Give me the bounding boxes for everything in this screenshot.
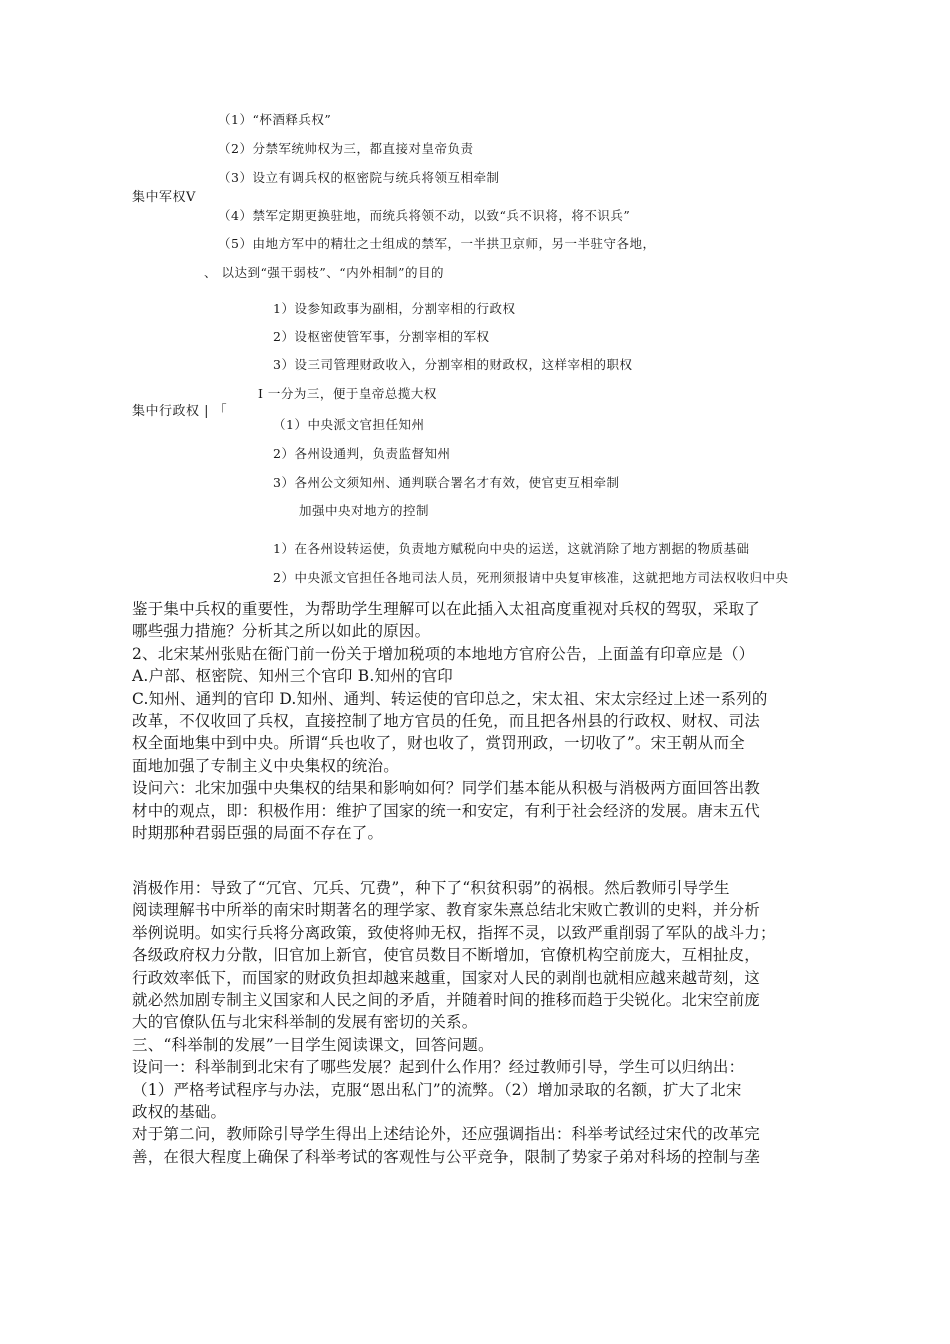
paragraph-line: 设问一：科举制到北宋有了哪些发展？起到什么作用？经过教师引导，学生可以归纳出： [132, 1058, 745, 1077]
admin-local-goal: 加强中央对地方的控制 [299, 503, 430, 518]
option-line: C.知州、通判的官印 D.知州、通判、转运使的官印总之，宋太祖、宋太宗经过上述一系列的 [132, 689, 768, 708]
body-section-b [132, 877, 832, 1168]
paragraph-line: 行政效率低下，而国家的财政负担却越来越重，国家对人民的剥削也就相应越来越苛刻，这 [132, 968, 761, 987]
paragraph-line: 改革，不仅收回了兵权，直接控制了地方官员的任免，而且把各州县的行政权、财权、司法 [132, 712, 761, 731]
finance-item-1: 1）在各州设转运使，负责地方赋税向中央的运送，这就消除了地方割据的物质基础 [273, 541, 750, 556]
option-line: A.户部、枢密院、知州三个官印 B.知州的官印 [132, 667, 453, 686]
paragraph-line: 阅读理解书中所举的南宋时期著名的理学家、教育家朱熹总结北宋败亡教训的史料，并分析 [132, 901, 761, 920]
paragraph-line: （1）严格考试程序与办法，克服“恩出私门”的流弊。（2）增加录取的名额，扩大了北宋 [132, 1080, 742, 1099]
admin-central-item-3: 3）设三司管理财政收入，分割宰相的财政权，这样宰相的职权 [273, 357, 633, 372]
paragraph-line: 政权的基础。 [132, 1103, 227, 1122]
paragraph-line: 举例说明。如实行兵将分离政策，致使将帅无权，指挥不灵，以致严重削弱了军队的战斗力； [132, 923, 776, 942]
military-item-1: （1）“杯酒释兵权” [218, 112, 332, 127]
military-item-3: （3）设立有调兵权的枢密院与统兵将领互相牵制 [218, 170, 500, 185]
military-item-2: （2）分禁军统帅权为三，都直接对皇帝负责 [218, 141, 474, 156]
admin-central-item-1: 1）设参知政事为副相，分割宰相的行政权 [273, 301, 516, 316]
military-item-5: （5）由地方军中的精壮之士组成的禁军，一半拱卫京师，另一半驻守各地， [218, 236, 656, 251]
paragraph-line: 材中的观点，即：积极作用：维护了国家的统一和安定，有利于社会经济的发展。唐末五代 [132, 801, 761, 820]
paragraph-line: 就必然加剧专制主义国家和人民之间的矛盾，并随着时间的推移而趋于尖锐化。北宋空前庞 [132, 991, 761, 1010]
paragraph-line: 善，在很大程度上确保了科举考试的客观性与公平竞争，限制了势家子弟对科场的控制与垄 [132, 1147, 761, 1166]
paragraph-line: 时期那种君弱臣强的局面不存在了。 [132, 824, 384, 843]
paragraph-line: 哪些强力措施？分析其之所以如此的原因。 [132, 622, 431, 641]
paragraph-line: 消极作用：导致了“冗官、冗兵、冗费”，种下了“积贫积弱”的祸根。然后教师引导学生 [132, 879, 730, 897]
paragraph-line: 设问六：北宋加强中央集权的结果和影响如何？同学们基本能从积极与消极两方面回答出教 [132, 779, 761, 798]
military-label: 集中军权V [132, 190, 196, 205]
admin-local-item-1: （1）中央派文官担任知州 [273, 417, 425, 432]
admin-local-item-2: 2）各州设通判，负责监督知州 [273, 446, 451, 461]
paragraph-line: 各级政府权力分散，旧官加上新官，使官员数目不断增加，官僚机构空前庞大，互相扯皮， [132, 946, 761, 965]
section-heading: 三、“科举制的发展”一目学生阅读课文，回答问题。 [132, 1035, 494, 1054]
finance-item-2: 2）中央派文官担任各地司法人员，死刑须报请中央复审核准，这就把地方司法权收归中央 [273, 570, 789, 585]
admin-central-tail: I 一分为三，便于皇帝总揽大权 [258, 386, 437, 401]
body-section-a [132, 598, 832, 844]
admin-central-item-2: 2）设枢密使管军事，分割宰相的军权 [273, 329, 490, 344]
paragraph-line: 面地加强了专制主义中央集权的统治。 [132, 756, 399, 775]
paragraph-line: 权全面地集中到中央。所谓“兵也收了，财也收了，赏罚刑政，一切收了”。宋王朝从而全 [132, 734, 745, 753]
paragraph-line: 大的官僚队伍与北宋科举制的发展有密切的关系。 [132, 1013, 478, 1032]
military-item-4: （4）禁军定期更换驻地，而统兵将领不动，以致“兵不识将，将不识兵” [218, 208, 631, 223]
admin-local-item-3: 3）各州公文须知州、通判联合署名才有效，使官吏互相牵制 [273, 475, 620, 490]
military-goal: 、 以达到“强干弱枝”、“内外相制”的目的 [204, 265, 445, 280]
paragraph-line: 鉴于集中兵权的重要性，为帮助学生理解可以在此插入太祖高度重视对兵权的驾驭，采取了 [132, 600, 761, 618]
admin-label: 集中行政权 | 「 [132, 404, 228, 419]
paragraph-line: 对于第二问，教师除引导学生得出上述结论外，还应强调指出：科举考试经过宋代的改革完 [132, 1125, 761, 1144]
question-line: 2、北宋某州张贴在衙门前一份关于增加税项的本地地方官府公告，上面盖有印章应是（） [132, 644, 755, 663]
